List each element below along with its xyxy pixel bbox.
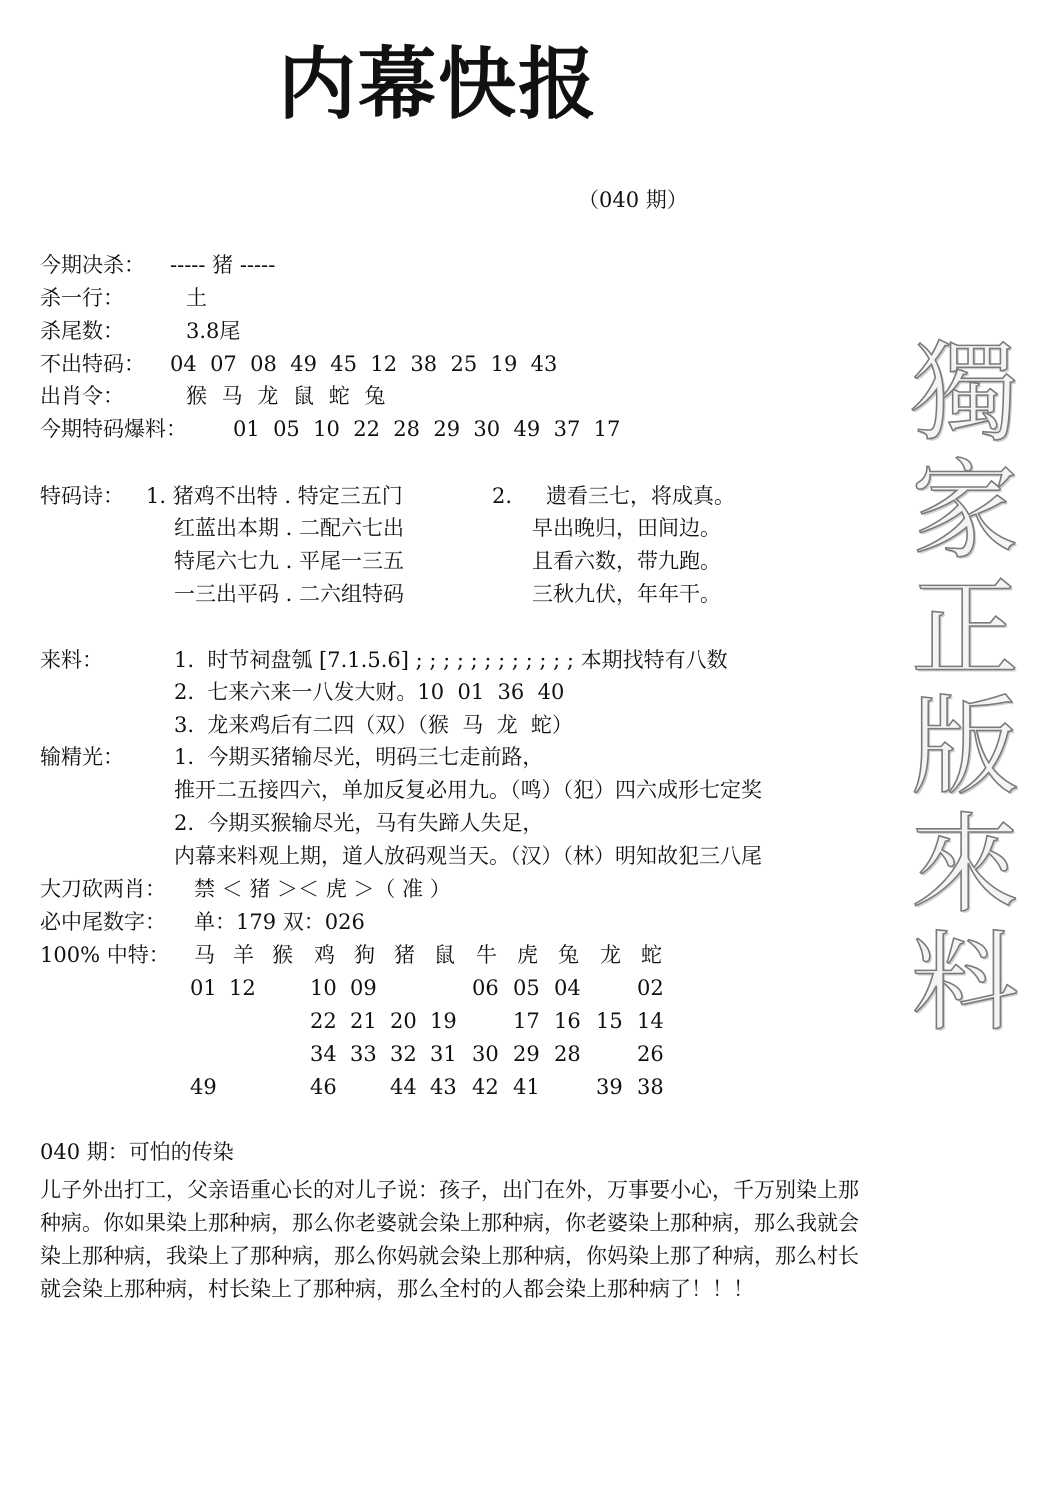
lose-line: 推开二五接四六，单加反复必用九。（鸣）（犯）四六成形七定奖 [174,778,762,802]
knife-label: 大刀砍两肖： [40,877,166,901]
kill-line-label: 杀一行： [40,286,124,310]
poem-right-line: 早出晚归，田间边。 [532,516,721,540]
watermark-char: 獨 [910,331,1019,456]
source-line: 2. 七来六来一八发大财。10 01 36 40 [174,680,565,704]
poem-right-line: 遗看三七，将成真。 [546,484,735,508]
number-cell: 22 [310,1009,337,1033]
kill-tail-label: 杀尾数： [40,319,124,343]
zodiac-cell: 猴 [272,943,293,967]
number-cell: 38 [637,1075,664,1099]
source-line: 1. 时节祠盘瓠 [7.1.5.6] ; ; ; ; ; ; ; ; ; ; ; ; 本期找特有八数 [174,648,728,672]
number-cell: 31 [430,1042,457,1066]
number-cell: 44 [390,1075,417,1099]
burst-label: 今期特码爆料： [40,417,187,441]
zodiac-cell: 狗 [354,943,375,967]
zodiac-cell: 牛 [476,943,497,967]
number-cell: 46 [310,1075,337,1099]
poem-left-line: 特尾六七九 . 平尾一三五 [174,549,405,573]
number-cell: 33 [350,1042,377,1066]
zodiac-cell: 龙 [600,943,621,967]
number-cell: 14 [637,1009,664,1033]
number-cell: 04 [554,976,581,1000]
watermark-char: 正 [910,567,1019,692]
zodiac-cell: 猪 [394,943,415,967]
story-paragraph [40,1174,1020,1306]
story-line: 种病。你如果染上那种病，那么你老婆就会染上那种病，你老婆染上那种病，那么我就会 [40,1211,859,1235]
number-cell: 01 [190,976,217,1000]
watermark-char: 版 [910,685,1019,810]
zodiac-cell: 虎 [517,943,538,967]
number-cell: 49 [190,1075,217,1099]
tails-label: 必中尾数字： [40,910,166,934]
story-line: 就会染上那种病，村长染上了那种病，那么全村的人都会染上那种病了！！！ [40,1277,754,1301]
number-cell: 43 [430,1075,457,1099]
number-cell: 28 [554,1042,581,1066]
number-cell: 32 [390,1042,417,1066]
lose-line: 1. 今期买猪输尽光，明码三七走前路， [174,745,544,769]
hundred-label: 100% 中特： [40,943,170,967]
zodiac-cell: 兔 [558,943,579,967]
watermark-char: 料 [910,921,1019,1046]
kill-label: 今期决杀： [40,253,145,277]
number-cell: 19 [430,1009,457,1033]
number-cell: 16 [554,1009,581,1033]
source-label: 来料： [40,648,103,672]
kill-value: ----- 猪 ----- [170,253,276,277]
zodiac-cell: 鼠 [434,943,455,967]
knife-value: 禁 ＜ 猪 ＞＜ 虎 ＞（ 准 ） [194,877,451,901]
number-cell: 02 [637,976,664,1000]
poem-label: 特码诗： [40,484,124,508]
poem-left-line: 1. 猪鸡不出特 . 特定三五门 [146,484,403,508]
number-cell: 20 [390,1009,417,1033]
number-cell: 42 [472,1075,499,1099]
number-cell: 17 [513,1009,540,1033]
number-cell: 06 [472,976,499,1000]
number-cell: 05 [513,976,540,1000]
zodiac-cell: 蛇 [641,943,662,967]
poem-right-line: 且看六数，带九跑。 [532,549,721,573]
number-cell: 34 [310,1042,337,1066]
no-special-value: 04 07 08 49 45 12 38 25 19 43 [170,352,558,376]
no-special-label: 不出特码： [40,352,145,376]
story-line: 儿子外出打工，父亲语重心长的对儿子说：孩子，出门在外，万事要小心，千万别染上那 [40,1178,859,1202]
number-cell: 41 [513,1075,540,1099]
zodiac-cell: 鸡 [314,943,335,967]
lose-line: 2. 今期买猴输尽光，马有失蹄人失足， [174,811,544,835]
story-title: 040 期：可怕的传染 [40,1140,234,1164]
number-cell: 15 [596,1009,623,1033]
number-cell: 26 [637,1042,664,1066]
zodiac-order-value: 猴 马 龙 鼠 蛇 兔 [186,384,390,408]
kill-line-value: 土 [186,286,207,310]
tails-value: 单：179 双：026 [194,910,365,934]
zodiac-order-label: 出肖令： [40,384,124,408]
zodiac-cell: 马 [194,943,215,967]
number-cell: 10 [310,976,337,1000]
kill-tail-value: 3.8尾 [186,319,241,343]
poem-right-number: 2. [492,484,513,508]
watermark-char: 家 [910,449,1019,574]
burst-value: 01 05 10 22 28 29 30 49 37 17 [233,417,621,441]
exclusive-watermark [890,331,1040,1046]
poem-right-line: 三秋九伏，年年干。 [532,582,721,606]
number-cell: 39 [596,1075,623,1099]
zodiac-cell: 羊 [233,943,254,967]
lose-label: 输精光： [40,745,124,769]
poem-left-line: 红蓝出本期 . 二配六七出 [174,516,405,540]
number-cell: 09 [350,976,377,1000]
lose-line: 内幕来料观上期，道人放码观当天。（汉）（林）明知故犯三八尾 [174,844,762,868]
story-line: 染上那种病，我染上了那种病，那么你妈就会染上那种病，你妈染上那了种病，那么村长 [40,1244,859,1268]
issue-number: （040 期） [578,188,688,212]
watermark-char: 來 [910,803,1019,928]
page-title: 内幕快报 [278,40,599,130]
number-cell: 30 [472,1042,499,1066]
number-cell: 29 [513,1042,540,1066]
number-cell: 21 [350,1009,377,1033]
poem-left-line: 一三出平码 . 二六组特码 [174,582,405,606]
source-line: 3. 龙来鸡后有二四（双）（猴 马 龙 蛇） [174,713,573,737]
number-cell: 12 [229,976,256,1000]
